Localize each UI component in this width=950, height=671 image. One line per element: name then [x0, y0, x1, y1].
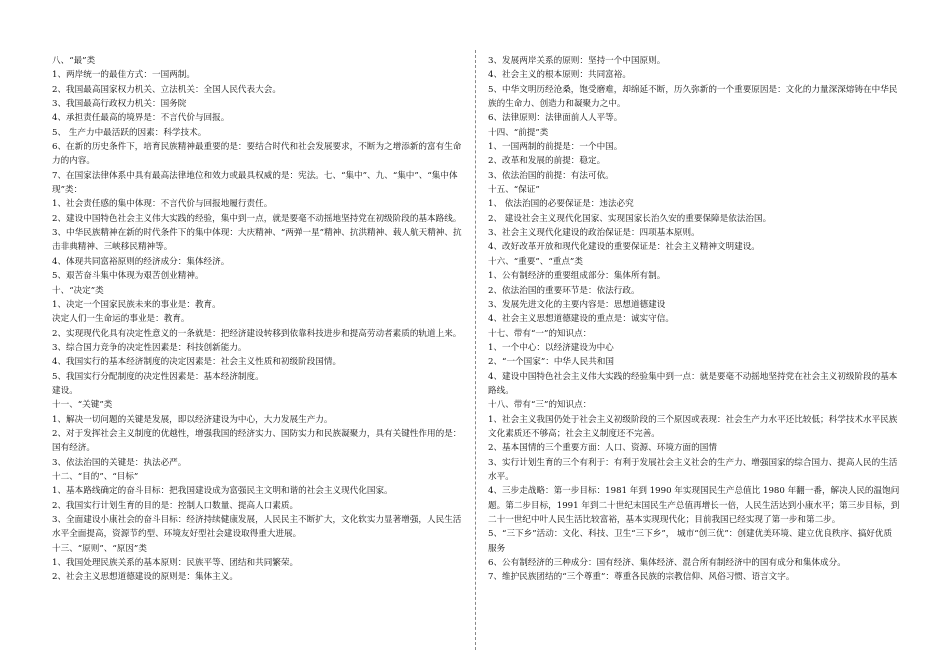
text-line: 1、社会责任感的集中体现：不言代价与回报地履行责任。	[52, 199, 273, 210]
text-line: 3、社会主义现代化建设的政治保证是：四项基本原则。	[488, 228, 700, 239]
text-line: 6、公有制经济的三种成分：国有经济、集体经济、混合所有制经济中的国有成分和集体成分。	[488, 558, 846, 569]
text-line: 1、一国两制的前提是：一个中国。	[488, 142, 623, 153]
text-line: 1、决定一个国家民族未来的事业是：教育。	[52, 299, 221, 310]
text-line: 5、我国实行分配制度的决定性因素是：基本经济制度。	[52, 371, 264, 382]
text-line: 十八、带有“三”的知识点：	[488, 400, 592, 411]
text-line: 十、“决定”类	[52, 285, 104, 296]
text-line: 3、发展先进文化的主要内容是：思想道德建设	[488, 299, 666, 310]
text-line: 十三、“原则”、“原因”类	[52, 543, 147, 554]
text-line: 1、我国处理民族关系的基本原则：民族平等、团结和共同繁荣。	[52, 558, 299, 569]
text-line: 2、对于发挥社会主义制度的优越性，增强我国的经济实力、国防实力和民族凝聚力，具有关键性作用的是：国有经济。	[52, 428, 462, 454]
text-line: 八、“最”类	[52, 56, 96, 66]
text-line: 7、维护民族团结的“三个尊重”：尊重各民族的宗教信仰、风俗习惯、语言文字。	[488, 572, 795, 583]
text-line: 5、 生产力中最活跃的因素：科学技术。	[52, 127, 207, 138]
text-line: 4、建设中国特色社会主义伟大实践的经验集中到一点：就是要毫不动摇地坚持党在社会主义初级阶段的基本路线。	[488, 371, 898, 396]
text-line: 2、我国实行计划生育的目的是：控制人口数量、提高人口素质。	[52, 500, 299, 511]
text-line: 1、社会主义我国仍处于社会主义初级阶段的三个原因或表现：社会生产力水平还比较低；科学技术水平民族文化素质还不够高；社会主义制度还不完善。	[488, 414, 898, 439]
text-line: 1、基本路线确定的奋斗目标：把我国建设成为富强民主文明和谐的社会主义现代化国家。	[52, 486, 393, 497]
text-line: 3、实行计划生育的三个有利于：有利于发展社会主义社会的生产力、增强国家的综合国力、提高人民的生活水平。	[488, 457, 898, 482]
text-line: 十四、“前提”类	[488, 127, 549, 138]
text-line: 3、依法治国的关键是：执法必严。	[52, 457, 187, 468]
text-line: 4、改好改革开放和现代化建设的重要保证是：社会主义精神文明建设。	[488, 242, 760, 253]
text-line: 2、社会主义思想道德建设的原则是：集体主义。	[52, 572, 238, 583]
text-line: 3、发展两岸关系的原则：坚持一个中国原则。	[488, 56, 666, 66]
column-divider	[475, 50, 476, 650]
text-line: 6、法律原则：法律面前人人平等。	[488, 113, 623, 124]
text-line: 2、依法治国的重要环节是：依法行政。	[488, 285, 640, 296]
text-line: 3、全面建设小康社会的奋斗目标：经济持续健康发展，人民民主不断扩大，文化软实力显著增强，人民生活水平全面提高，资源节约型、环境友好型社会建设取得重大进展。	[52, 515, 462, 540]
text-line: 4、我国实行的基本经济制度的决定因素是：社会主义性质和初级阶段国情。	[52, 357, 342, 368]
text-line: 5、艰苦奋斗集中体现为艰苦创业精神。	[52, 271, 204, 282]
text-line: 十五、“保证”	[488, 185, 540, 196]
text-line: 4、社会主义的根本原则：共同富裕。	[488, 70, 631, 81]
text-line: 1、两岸统一的最佳方式：一国两制。	[52, 70, 195, 81]
text-line: 建设。	[52, 385, 78, 396]
text-line: 5、“三下乡”活动：文化、科技、卫生“三下乡”， 城市“创三优”：创建优美环境、建立优良秩序、搞好优质服务	[488, 529, 893, 554]
text-line: 十一、“关键”类	[52, 400, 113, 411]
text-line: 4、社会主义思想道德建设的重点是：诚实守信。	[488, 314, 674, 325]
text-line: 3、中华民族精神在新的时代条件下的集中体现：大庆精神、“两弹一星”精神、抗洪精神、载人航天精神、抗击非典精神、三峡移民精神等。	[52, 228, 462, 253]
text-line: 5、中华文明历经沧桑，饱受磨难，却绵延不断，历久弥新的一个重要原因是：文化的力量深深熔铸在中华民族的生命力、创造力和凝聚力之中。	[488, 84, 898, 110]
text-line: 十六、“重要”、“重点”类	[488, 256, 583, 267]
text-line: 3、综合国力竞争的决定性因素是：科技创新能力。	[52, 342, 247, 353]
text-line: 2、改革和发展的前提：稳定。	[488, 156, 606, 167]
text-line: 十二、“目的”、“目标”	[52, 471, 139, 482]
text-line: 4、三步走战略：第一步目标：1981 年到 1990 年实现国民生产总值比 1980 年翻一番，解决人民的温饱问题。第二步目标，1991 年到二十世纪末国民生产总值再增长一倍，人民生活达到小康水平；第三步目标，到二十一世纪中叶人民生活比较富裕，基本实现现代化；目前我国已经实现了第一步和第二步。	[488, 486, 900, 525]
right-column	[488, 54, 900, 585]
text-line: 2、 建设社会主义现代化国家、实现国家长治久安的重要保障是依法治国。	[488, 213, 772, 224]
text-line: 1、解决一切问题的关键是发展，即以经济建设为中心，大力发展生产力。	[52, 414, 333, 425]
text-line: 4、体现共同富裕原则的经济成分：集体经济。	[52, 256, 230, 267]
text-line: 2、我国最高国家权力机关、立法机关：全国人民代表大会。	[52, 84, 281, 95]
text-line: 2、实现现代化具有决定性意义的一条就是：把经济建设转移到依靠科技进步和提高劳动者素质的轨道上来。	[52, 328, 462, 339]
text-line: 7、在国家法律体系中具有最高法律地位和效力或最具权威的是：宪法。七、“集中”、九、“集中”、“集中体现”类：	[52, 170, 458, 196]
left-column	[52, 54, 464, 585]
text-line: 1、一个中心：以经济建设为中心	[488, 342, 614, 353]
text-line: 2、“一个国家”：中华人民共和国	[488, 357, 614, 368]
text-line: 1、公有制经济的重要组成部分：集体所有制。	[488, 271, 666, 282]
text-line: 2、基本国情的三个重要方面：人口、资源、环境方面的国情	[488, 443, 717, 454]
text-line: 1、 依法治国的必要保证是：违法必究	[488, 199, 634, 210]
text-line: 决定人们一生命运的事业是：教育。	[52, 314, 190, 325]
text-line: 3、依法治国的前提：有法可依。	[488, 170, 614, 181]
text-line: 6、在新的历史条件下，培育民族精神最重要的是：要结合时代和社会发展要求，不断为之增添新的富有生命力的内容。	[52, 142, 462, 167]
text-line: 十七、带有“一”的知识点：	[488, 328, 592, 339]
text-line: 2、建设中国特色社会主义伟大实践的经验，集中到一点，就是要毫不动摇地坚持党在初级阶段的基本路线。	[52, 213, 462, 224]
text-line: 3、我国最高行政权力机关：国务院	[52, 99, 187, 110]
text-line: 4、承担责任最高的境界是：不言代价与回报。	[52, 113, 230, 124]
